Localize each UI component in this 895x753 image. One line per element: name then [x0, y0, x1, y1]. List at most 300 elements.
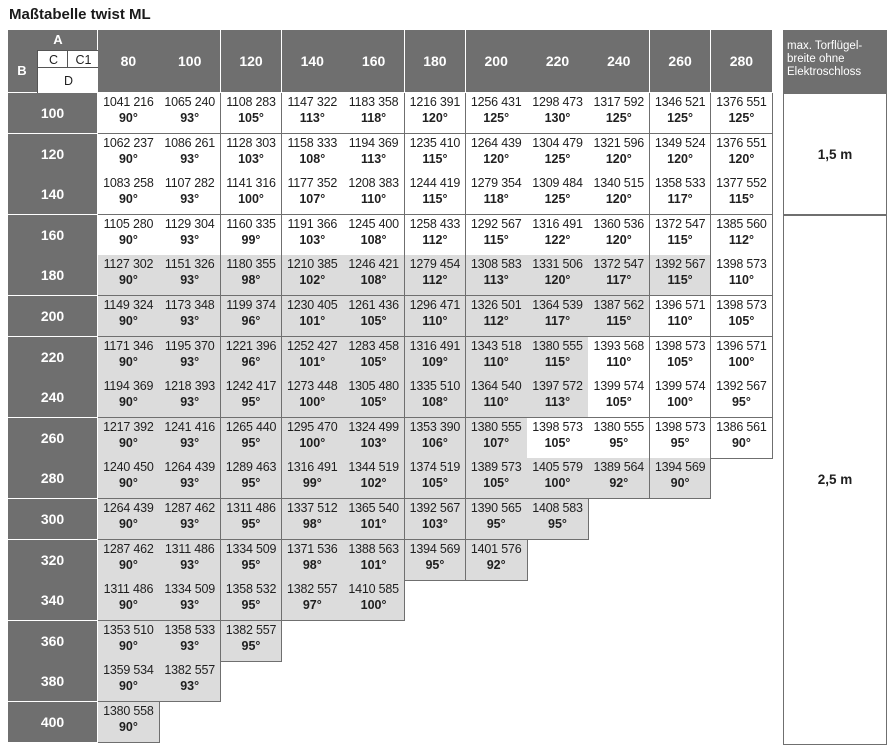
cell-dimensions: 1326 501: [470, 298, 522, 312]
table-cell: [221, 93, 283, 134]
table-cell: [343, 458, 405, 499]
table-cell: [405, 499, 467, 540]
table-cell: [98, 93, 160, 134]
table-cell: [98, 702, 160, 743]
table-cell: [588, 255, 650, 296]
table-cell: [588, 296, 650, 337]
table-cell: [221, 255, 283, 296]
cell-dimensions: 1141 316: [226, 176, 276, 191]
cell-angle: 101°: [299, 314, 326, 328]
cell-angle: 100°: [544, 476, 571, 491]
cell-dimensions: 1358 533: [654, 176, 706, 191]
table-cell: [282, 580, 344, 621]
cell-angle: 95°: [731, 395, 751, 410]
cell-dimensions: 1394 569: [409, 541, 461, 556]
cell-dimensions: 1334 509: [225, 541, 277, 556]
cell-angle: 110°: [728, 273, 754, 288]
cell-dimensions: 1264 439: [470, 135, 522, 150]
cell-angle: 96°: [241, 354, 261, 369]
cell-angle: 90°: [731, 435, 751, 450]
table-cell: [98, 540, 160, 581]
table-cell: [650, 93, 712, 134]
cell-angle: 120°: [421, 111, 448, 125]
cell-dimensions: 1382 557: [225, 622, 277, 637]
cell-angle: 93°: [180, 638, 200, 653]
cell-dimensions: 1364 540: [470, 379, 522, 394]
cell-dimensions: 1107 282: [164, 176, 215, 191]
cell-angle: 115°: [544, 354, 571, 369]
table-cell: [650, 215, 712, 256]
cell-angle: 92°: [486, 557, 506, 572]
cell-angle: 120°: [605, 232, 632, 247]
cell-dimensions: 1398 573: [654, 419, 706, 434]
cell-dimensions: 1149 324: [103, 298, 154, 312]
cell-angle: 98°: [302, 557, 322, 572]
cell-angle: 115°: [422, 151, 448, 166]
cell-dimensions: 1399 574: [593, 379, 645, 394]
b-label: B: [17, 62, 27, 78]
table-cell: [221, 499, 283, 540]
cell-angle: 125°: [728, 111, 755, 125]
table-cell: [466, 215, 528, 256]
cell-angle: 112°: [483, 314, 509, 328]
table-cell: [466, 255, 528, 296]
table-cell: [466, 296, 528, 337]
cell-dimensions: 1289 463: [225, 460, 277, 475]
cell-dimensions: 1083 258: [103, 176, 154, 191]
table-cell: [405, 255, 467, 296]
table-cell: [588, 215, 650, 256]
cell-angle: 115°: [483, 232, 509, 247]
cell-dimensions: 1394 569: [654, 460, 706, 475]
cell-dimensions: 1364 539: [532, 298, 583, 312]
table-cell: [527, 296, 589, 337]
table-cell: [343, 134, 405, 175]
table-cell: [466, 499, 528, 540]
table-cell: [98, 134, 160, 175]
table-cell: [159, 377, 221, 418]
table-cell: [527, 134, 589, 175]
table-cell: [588, 337, 650, 378]
table-cell: [282, 418, 344, 459]
table-cell: [98, 337, 160, 378]
table-cell: [159, 93, 221, 134]
c-label: C: [37, 50, 70, 70]
cell-angle: 105°: [360, 314, 387, 328]
table-cell: [98, 255, 160, 296]
cell-dimensions: 1191 366: [287, 216, 338, 231]
cell-dimensions: 1160 335: [226, 216, 276, 231]
table-cell: [343, 93, 405, 134]
cell-angle: 105°: [544, 435, 571, 450]
cell-angle: 122°: [544, 232, 571, 247]
cell-angle: 93°: [180, 598, 200, 613]
table-cell: [221, 296, 283, 337]
cell-angle: 90°: [118, 354, 138, 369]
table-cell: [711, 255, 773, 296]
cell-angle: 118°: [483, 192, 509, 207]
table-cell: [466, 93, 528, 134]
table-cell: [221, 174, 283, 215]
cell-dimensions: 1358 533: [164, 622, 215, 637]
cell-angle: 90°: [118, 435, 138, 450]
cell-dimensions: 1380 555: [593, 419, 645, 434]
table-cell: [221, 580, 283, 621]
table-cell: [159, 540, 221, 581]
cell-dimensions: 1311 486: [226, 501, 276, 515]
cell-angle: 90°: [118, 151, 138, 166]
cell-angle: 115°: [667, 232, 693, 247]
cell-dimensions: 1380 555: [532, 338, 583, 353]
cell-dimensions: 1399 574: [654, 379, 706, 394]
cell-dimensions: 1385 560: [716, 216, 767, 231]
table-cell: [98, 215, 160, 256]
table-cell: [343, 174, 405, 215]
table-cell: [527, 499, 589, 540]
row-header: 260: [8, 418, 98, 459]
cell-dimensions: 1265 440: [225, 419, 277, 434]
cell-dimensions: 1398 573: [654, 338, 706, 353]
table-cell: [588, 418, 650, 459]
cell-dimensions: 1337 512: [287, 501, 338, 515]
cell-angle: 103°: [299, 232, 326, 247]
cell-angle: 93°: [180, 232, 200, 247]
cell-dimensions: 1388 563: [348, 541, 399, 556]
table-cell: [405, 174, 467, 215]
cell-angle: 95°: [609, 435, 629, 450]
table-cell: [343, 540, 405, 581]
cell-angle: 90°: [118, 638, 138, 653]
cell-angle: 106°: [421, 435, 448, 450]
cell-dimensions: 1390 565: [470, 501, 522, 515]
table-cell: [221, 377, 283, 418]
cell-dimensions: 1405 579: [532, 460, 583, 475]
cell-dimensions: 1392 567: [654, 257, 706, 272]
cell-dimensions: 1365 540: [348, 501, 399, 515]
cell-dimensions: 1396 571: [654, 298, 706, 312]
table-cell: [650, 377, 712, 418]
cell-angle: 105°: [360, 354, 387, 369]
cell-angle: 93°: [180, 476, 200, 491]
table-cell: [98, 377, 160, 418]
table-cell: [650, 337, 712, 378]
table-cell: [466, 418, 528, 459]
table-cell: [159, 621, 221, 662]
table-cell: [159, 499, 221, 540]
cell-dimensions: 1221 396: [225, 338, 277, 353]
table-cell: [527, 377, 589, 418]
cell-angle: 115°: [728, 192, 754, 207]
cell-angle: 90°: [118, 273, 138, 288]
table-cell: [711, 337, 773, 378]
cell-angle: 90°: [118, 679, 138, 694]
cell-dimensions: 1240 450: [103, 460, 154, 475]
table-cell: [343, 580, 405, 621]
cell-dimensions: 1316 491: [409, 338, 461, 353]
cell-dimensions: 1321 596: [593, 135, 645, 150]
cell-angle: 120°: [728, 151, 755, 166]
cell-angle: 113°: [483, 273, 509, 288]
cell-angle: 107°: [483, 435, 510, 450]
table-cell: [405, 215, 467, 256]
cell-dimensions: 1218 393: [164, 379, 215, 394]
cell-angle: 105°: [483, 476, 510, 491]
cell-angle: 93°: [180, 192, 200, 207]
row-header: 300: [8, 499, 98, 540]
table-cell: [282, 93, 344, 134]
cell-angle: 101°: [360, 517, 387, 531]
cell-dimensions: 1258 433: [409, 216, 461, 231]
cell-angle: 120°: [483, 151, 510, 166]
cell-dimensions: 1065 240: [164, 95, 215, 109]
cell-angle: 110°: [667, 314, 693, 328]
d-label: D: [37, 67, 100, 94]
cell-angle: 90°: [118, 111, 138, 125]
table-cell: [98, 296, 160, 337]
table-cell: [343, 418, 405, 459]
cell-dimensions: 1171 346: [103, 338, 154, 353]
row-header: 240: [8, 377, 98, 418]
cell-dimensions: 1380 555: [470, 419, 522, 434]
cell-angle: 99°: [241, 232, 261, 247]
table-cell: [650, 458, 712, 499]
cell-dimensions: 1199 374: [226, 298, 276, 312]
table-cell: [588, 174, 650, 215]
cell-angle: 108°: [360, 232, 387, 247]
cell-angle: 95°: [241, 435, 261, 450]
table-cell: [466, 540, 528, 581]
cell-angle: 105°: [360, 395, 387, 410]
cell-dimensions: 1392 567: [716, 379, 767, 394]
cell-dimensions: 1180 355: [226, 257, 276, 272]
cell-angle: 93°: [180, 557, 200, 572]
table-cell: [711, 377, 773, 418]
cell-angle: 117°: [667, 192, 693, 207]
cell-angle: 113°: [361, 151, 387, 166]
cell-angle: 90°: [118, 720, 138, 734]
cell-angle: 110°: [606, 354, 632, 369]
cell-dimensions: 1194 369: [103, 379, 154, 394]
cell-dimensions: 1387 562: [593, 298, 645, 312]
cell-dimensions: 1252 427: [287, 338, 338, 353]
row-header: 400: [8, 702, 98, 743]
table-cell: [98, 621, 160, 662]
cell-dimensions: 1273 448: [287, 379, 338, 394]
cell-angle: 93°: [180, 517, 200, 531]
cell-angle: 100°: [667, 395, 694, 410]
cell-dimensions: 1389 564: [593, 460, 645, 475]
column-header: 220: [527, 30, 589, 93]
cell-dimensions: 1331 506: [532, 257, 583, 272]
cell-angle: 95°: [241, 517, 261, 531]
cell-dimensions: 1041 216: [103, 95, 154, 109]
table-cell: [650, 296, 712, 337]
cell-dimensions: 1256 431: [470, 95, 522, 109]
column-header: 140: [282, 30, 344, 93]
row-header: 340: [8, 580, 98, 621]
cell-dimensions: 1287 462: [103, 541, 154, 556]
column-header: 260: [650, 30, 712, 93]
cell-angle: 125°: [544, 151, 571, 166]
cell-dimensions: 1382 557: [164, 663, 215, 678]
cell-dimensions: 1316 491: [532, 216, 583, 231]
cell-angle: 99°: [302, 476, 322, 491]
cell-dimensions: 1353 390: [409, 419, 461, 434]
cell-dimensions: 1230 405: [287, 298, 338, 312]
table-cell: [711, 215, 773, 256]
cell-angle: 125°: [605, 111, 632, 125]
cell-dimensions: 1316 491: [287, 460, 338, 475]
cell-angle: 90°: [118, 598, 138, 613]
cell-dimensions: 1349 524: [654, 135, 706, 150]
table-cell: [282, 458, 344, 499]
cell-angle: 90°: [118, 517, 138, 531]
cell-dimensions: 1311 486: [164, 541, 215, 556]
table-cell: [527, 337, 589, 378]
table-cell: [221, 540, 283, 581]
table-cell: [282, 337, 344, 378]
cell-angle: 95°: [241, 598, 261, 613]
cell-angle: 120°: [667, 151, 694, 166]
cell-angle: 105°: [728, 314, 755, 328]
table-cell: [98, 174, 160, 215]
cell-angle: 93°: [180, 111, 200, 125]
table-cell: [343, 377, 405, 418]
table-cell: [405, 418, 467, 459]
table-cell: [98, 661, 160, 702]
cell-angle: 110°: [422, 314, 448, 328]
cell-angle: 93°: [180, 435, 200, 450]
cell-dimensions: 1287 462: [164, 501, 215, 515]
table-cell: [221, 134, 283, 175]
cell-angle: 95°: [548, 517, 567, 531]
cell-dimensions: 1245 400: [348, 216, 399, 231]
table-cell: [711, 418, 773, 459]
cell-dimensions: 1374 519: [409, 460, 461, 475]
row-header: 120: [8, 134, 98, 175]
cell-dimensions: 1208 383: [348, 176, 399, 191]
cell-angle: 95°: [241, 638, 261, 653]
table-cell: [159, 174, 221, 215]
cell-dimensions: 1392 567: [409, 501, 461, 515]
table-cell: [527, 215, 589, 256]
table-cell: [282, 174, 344, 215]
table-corner-header: [8, 30, 98, 93]
cell-angle: 93°: [180, 314, 200, 328]
table-cell: [466, 134, 528, 175]
cell-angle: 125°: [667, 111, 694, 125]
cell-dimensions: 1183 358: [348, 95, 399, 109]
cell-dimensions: 1346 521: [654, 95, 706, 109]
cell-angle: 108°: [421, 395, 448, 410]
cell-angle: 105°: [238, 111, 264, 125]
table-cell: [282, 215, 344, 256]
table-cell: [711, 93, 773, 134]
cell-angle: 105°: [421, 476, 448, 491]
cell-dimensions: 1264 439: [164, 460, 215, 475]
table-cell: [405, 458, 467, 499]
cell-angle: 97°: [302, 598, 322, 613]
table-cell: [405, 540, 467, 581]
cell-angle: 98°: [302, 517, 322, 531]
cell-angle: 90°: [118, 476, 138, 491]
cell-angle: 93°: [180, 273, 200, 288]
cell-angle: 95°: [241, 557, 261, 572]
row-header: 380: [8, 661, 98, 702]
cell-dimensions: 1358 532: [225, 582, 277, 597]
cell-angle: 105°: [605, 395, 632, 410]
cell-dimensions: 1304 479: [532, 135, 583, 150]
cell-dimensions: 1377 552: [716, 176, 767, 191]
cell-angle: 112°: [728, 232, 754, 247]
cell-dimensions: 1386 561: [716, 419, 767, 434]
cell-angle: 98°: [241, 273, 261, 288]
table-cell: [159, 255, 221, 296]
table-cell: [405, 377, 467, 418]
side-column-header: max. Torflügel-breite ohne Elektroschloss: [783, 30, 887, 93]
row-header: 360: [8, 621, 98, 662]
cell-angle: 105°: [667, 354, 694, 369]
cell-dimensions: 1261 436: [348, 298, 399, 312]
cell-angle: 103°: [421, 517, 448, 531]
cell-dimensions: 1372 547: [654, 216, 706, 231]
cell-dimensions: 1324 499: [348, 419, 399, 434]
table-cell: [650, 134, 712, 175]
column-header: 80: [98, 30, 160, 93]
table-cell: [282, 499, 344, 540]
cell-dimensions: 1359 534: [103, 663, 154, 678]
cell-angle: 110°: [483, 354, 509, 369]
table-cell: [466, 337, 528, 378]
cell-dimensions: 1308 583: [470, 257, 522, 272]
table-cell: [588, 134, 650, 175]
cell-dimensions: 1147 322: [287, 95, 338, 109]
cell-angle: 92°: [609, 476, 629, 491]
cell-dimensions: 1344 519: [348, 460, 399, 475]
table-cell: [159, 134, 221, 175]
cell-angle: 110°: [483, 395, 509, 410]
table-cell: [159, 215, 221, 256]
cell-angle: 90°: [118, 314, 138, 328]
row-header: 200: [8, 296, 98, 337]
cell-angle: 125°: [544, 192, 571, 207]
cell-dimensions: 1372 547: [593, 257, 645, 272]
cell-angle: 90°: [670, 476, 690, 491]
cell-dimensions: 1382 557: [287, 582, 338, 597]
cell-dimensions: 1311 486: [103, 582, 154, 597]
cell-dimensions: 1353 510: [103, 622, 154, 637]
cell-dimensions: 1408 583: [532, 501, 583, 515]
cell-dimensions: 1295 470: [287, 419, 338, 434]
cell-angle: 102°: [360, 476, 387, 491]
cell-dimensions: 1380 558: [103, 704, 154, 718]
side-value-2-5m: 2,5 m: [783, 215, 887, 745]
cell-angle: 90°: [118, 192, 138, 207]
table-cell: [159, 458, 221, 499]
cell-angle: 115°: [422, 192, 448, 207]
table-cell: [588, 93, 650, 134]
cell-angle: 108°: [299, 151, 326, 166]
table-cell: [650, 174, 712, 215]
table-cell: [650, 255, 712, 296]
cell-dimensions: 1158 333: [287, 135, 338, 150]
row-header: 320: [8, 540, 98, 581]
cell-dimensions: 1062 237: [103, 135, 154, 150]
cell-angle: 117°: [544, 314, 571, 328]
cell-angle: 120°: [605, 151, 632, 166]
cell-angle: 95°: [425, 557, 445, 572]
cell-dimensions: 1195 370: [164, 338, 215, 353]
